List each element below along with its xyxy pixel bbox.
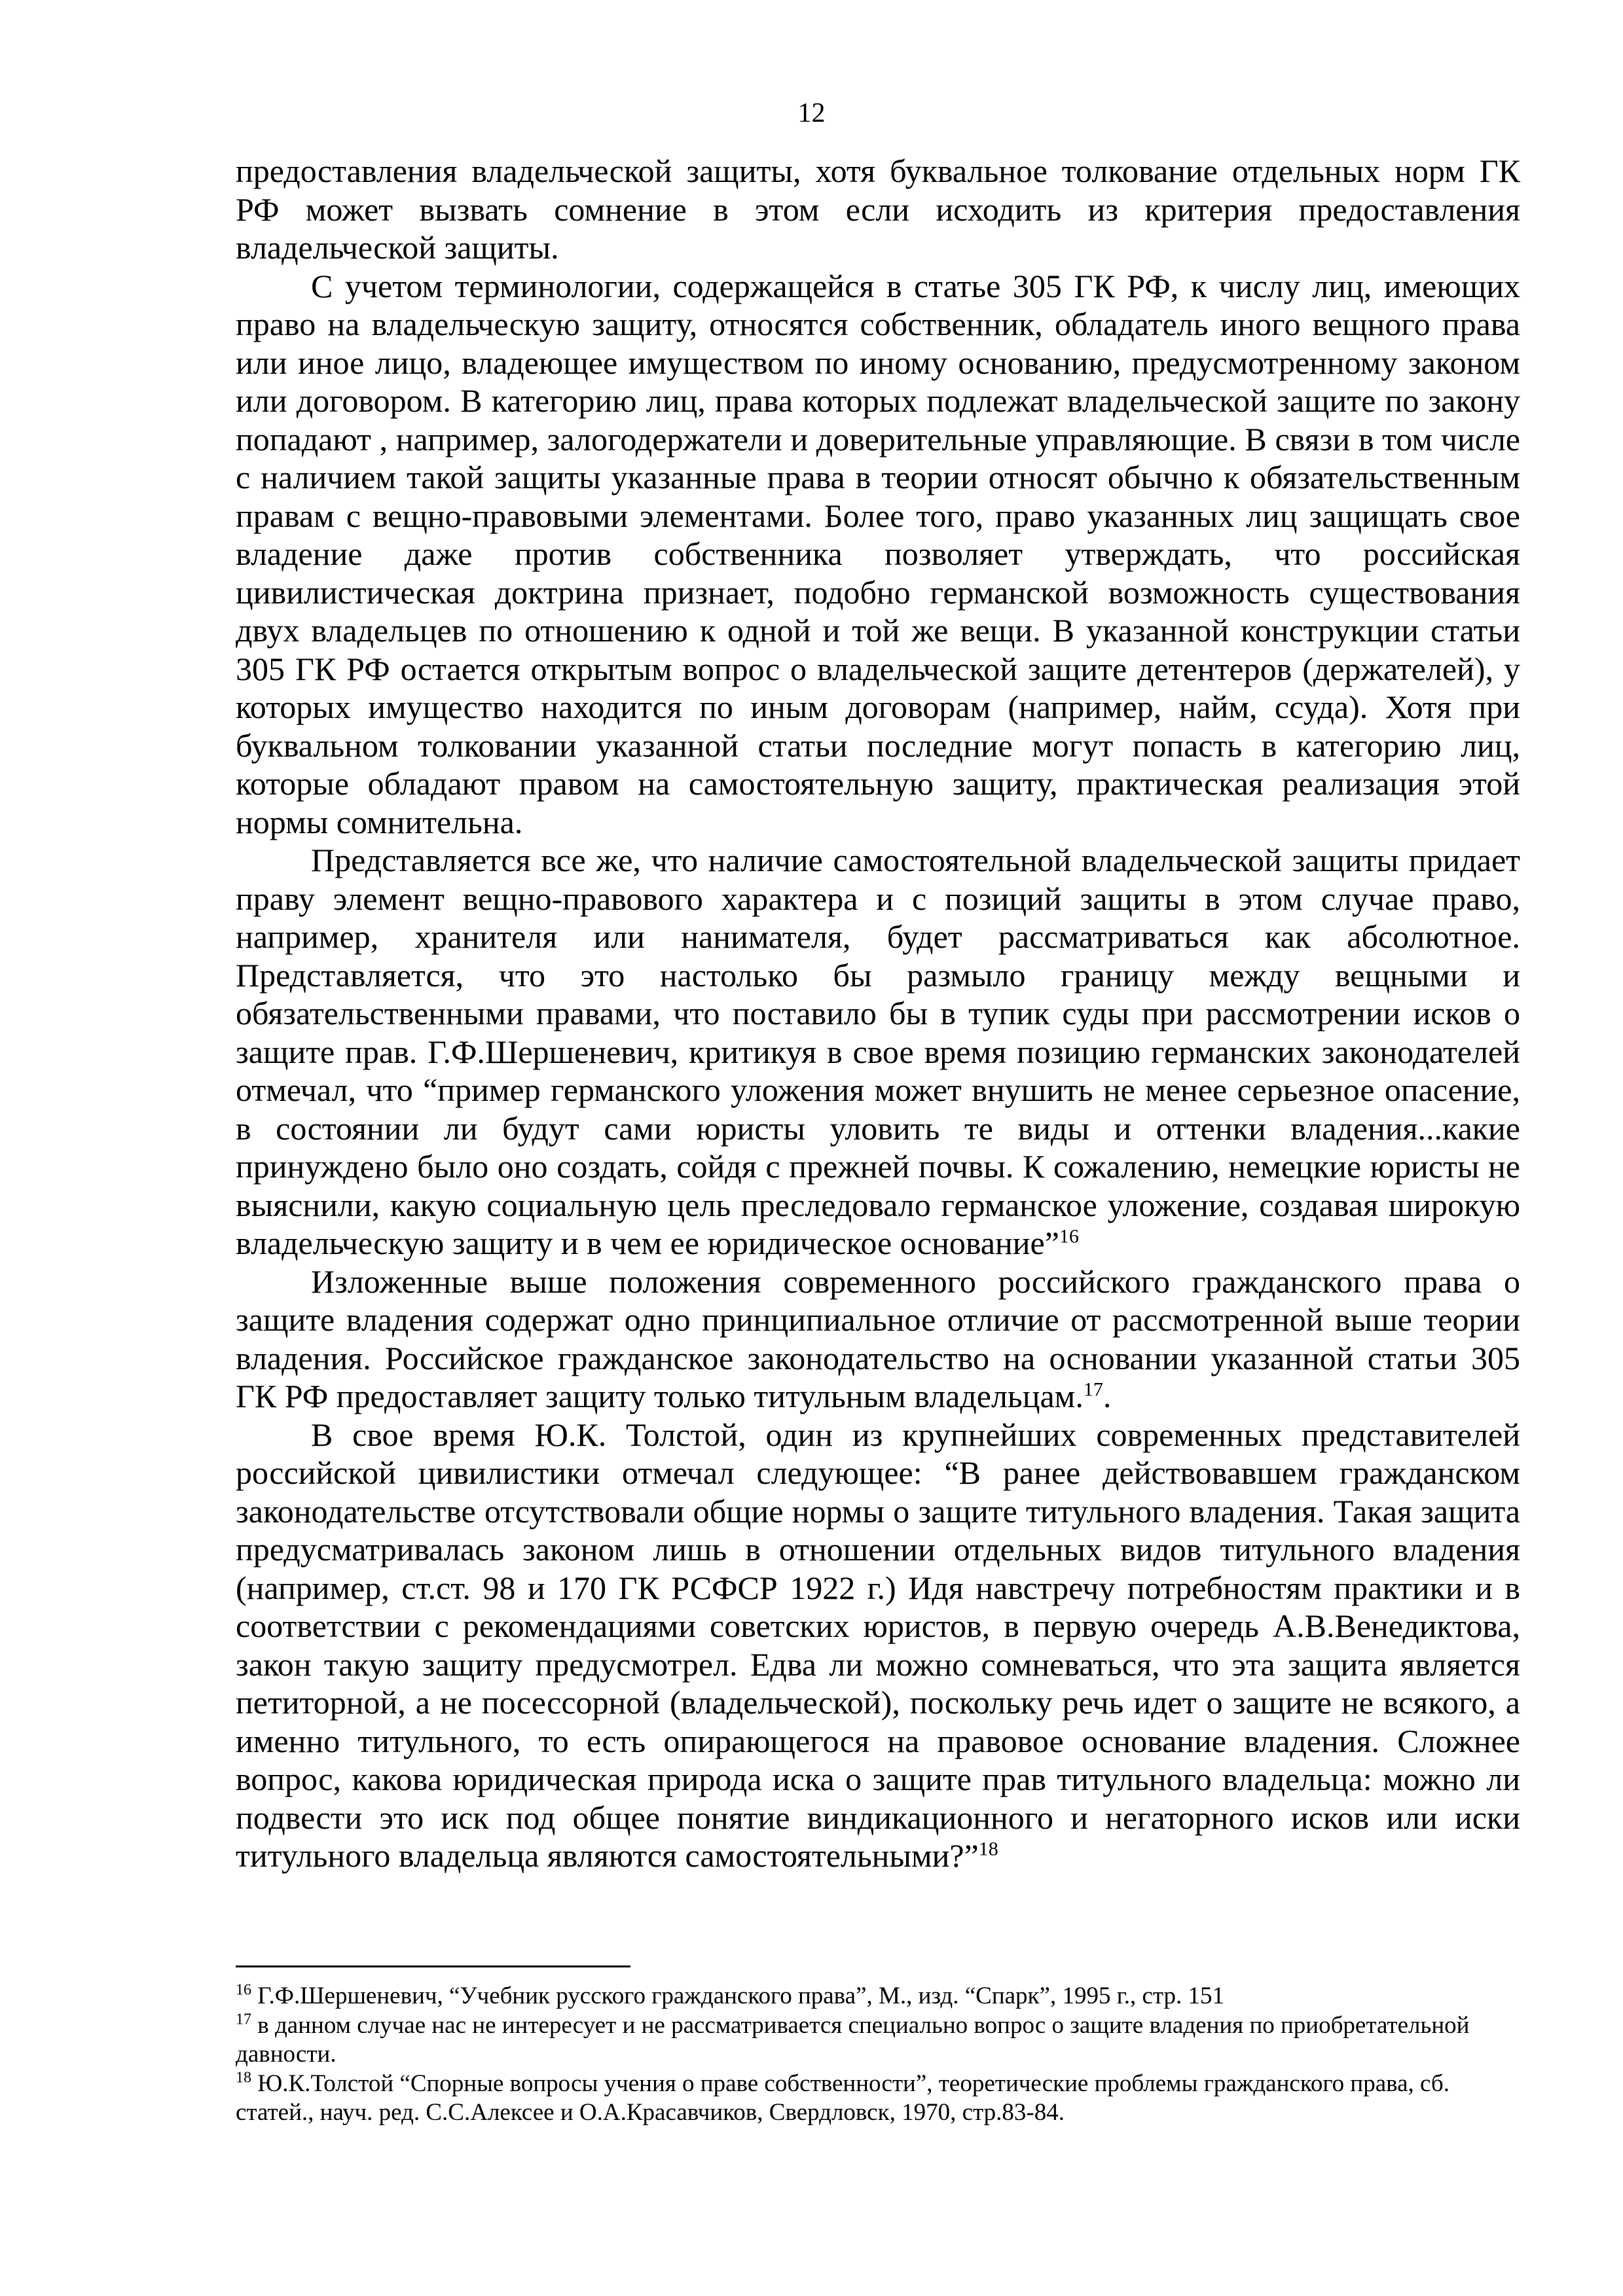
footnote-number: 16 bbox=[236, 1981, 251, 1999]
footnote bbox=[236, 2070, 1520, 2128]
footnote-text: Ю.К.Толстой “Спорные вопросы учения о праве собственности”, теоретические проблемы гражданского права, сб. статей., науч. ред. С.С.Алексее и О.А.Красавчиков, Свердловск, 1970, стр.83-84. bbox=[236, 2070, 1450, 2126]
footnote bbox=[236, 1982, 1520, 2011]
paragraph-text: С учетом терминологии, содержащейся в статье 305 ГК РФ, к числу лиц, имеющих право на владельческую защиту, относятся собственник, обладатель иного вещного права или иное лицо, владеющее имуществом по иному основанию, предусмотренному законом или договором. В категорию лиц, права которых подлежат владельческой защите по закону попадают , например, залогодержатели и доверительные управляющие. В связи в том числе с наличием такой защиты указанные права в теории относят обычно к обязательственным правам с вещно-правовыми элементами. Более того, право указанных лиц защищать свое владение даже против собственника позволяет утверждать, что российская цивилистическая доктрина признает, подобно германской возможность существования двух владельцев по отношению к одной и той же вещи. В указанной конструкции статьи 305 ГК РФ остается открытым вопрос о владельческой защите детентеров (держателей), у которых имущество находится по иным договорам (например, найм, ссуда). Хотя при буквальном толковании указанной статьи последние могут попасть в категорию лиц, которые обладают правом на самостоятельную защиту, практическая реализация этой нормы сомнительна. bbox=[236, 267, 1520, 840]
paragraph bbox=[236, 841, 1520, 1263]
paragraph bbox=[236, 1263, 1520, 1416]
footnote bbox=[236, 2011, 1520, 2070]
body-text bbox=[236, 152, 1520, 1875]
footnote-reference: 18 bbox=[978, 1838, 998, 1860]
paragraph-text: Изложенные выше положения современного российского гражданского права о защите владения содержат одно принципиальное отличие от рассмотренной выше теории владения. Российское гражданское законодательство на основании указанной статьи 305 ГК РФ предоставляет защиту только титульным владельцам. bbox=[236, 1263, 1520, 1414]
page-number: 12 bbox=[797, 98, 826, 128]
paragraph bbox=[236, 152, 1520, 267]
footnote-number: 18 bbox=[236, 2069, 251, 2087]
footnote-text: в данном случае нас не интересует и не рассматривается специально вопрос о защите владения по приобретательной давности. bbox=[236, 2011, 1470, 2068]
paragraph-text: предоставления владельческой защиты, хотя буквальное толкование отдельных норм ГК РФ может вызвать сомнение в этом если исходить из критерия предоставления владельческой защиты. bbox=[236, 152, 1520, 266]
footnote-reference: 16 bbox=[1059, 1225, 1079, 1247]
footnote-number: 17 bbox=[236, 2011, 251, 2028]
footnote-text: Г.Ф.Шершеневич, “Учебник русского гражданского права”, М., изд. “Спарк”, 1995 г., стр. 151 bbox=[251, 1982, 1224, 2009]
footnote-reference: 17 bbox=[1083, 1378, 1103, 1401]
paragraph-text: Представляется все же, что наличие самостоятельной владельческой защиты придает праву элемент вещно-правового характера и с позиций защиты в этом случае право, например, хранителя или нанимателя, будет рассматриваться как абсолютное. Представляется, что это настолько бы размыло границу между вещными и обязательственными правами, что поставило бы в тупик суды при рассмотрении исков о защите прав. Г.Ф.Шершеневич, критикуя в свое время позицию германских законодателей отмечал, что “пример германского уложения может внушить не менее серьезное опасение, в состоянии ли будут сами юристы уловить те виды и оттенки владения...какие принуждено было оно создать, сойдя с прежней почвы. К сожалению, немецкие юристы не выяснили, какую социальную цель преследовало германское уложение, создавая широкую владельческую защиту и в чем ее юридическое основание” bbox=[236, 842, 1520, 1261]
paragraph bbox=[236, 1416, 1520, 1875]
paragraph-text: В свое время Ю.К. Толстой, один из крупнейших современных представителей российской цивилистики отмечал следующее: “В ранее действовавшем гражданском законодательстве отсутствовали общие нормы о защите титульного владения. Такая защита предусматривалась законом лишь в отношении отдельных видов титульного владения (например, ст.ст. 98 и 170 ГК РСФСР 1922 г.) Идя навстречу потребностям практики и в соответствии с рекомендациями советских юристов, в первую очередь А.В.Венедиктова, закон такую защиту предусмотрел. Едва ли можно сомневаться, что эта защита является петиторной, а не посессорной (владельческой), поскольку речь идет о защите не всякого, а именно титульного, то есть опирающегося на правовое основание владения. Сложнее вопрос, какова юридическая природа иска о защите прав титульного владельца: можно ли подвести это иск под общее понятие виндикационного и негаторного исков или иски титульного владельца являются самостоятельными?” bbox=[236, 1416, 1520, 1874]
footnote-separator bbox=[236, 1965, 630, 1967]
footnotes bbox=[236, 1982, 1520, 2128]
paragraph-text: . bbox=[1103, 1378, 1112, 1414]
paragraph bbox=[236, 267, 1520, 842]
